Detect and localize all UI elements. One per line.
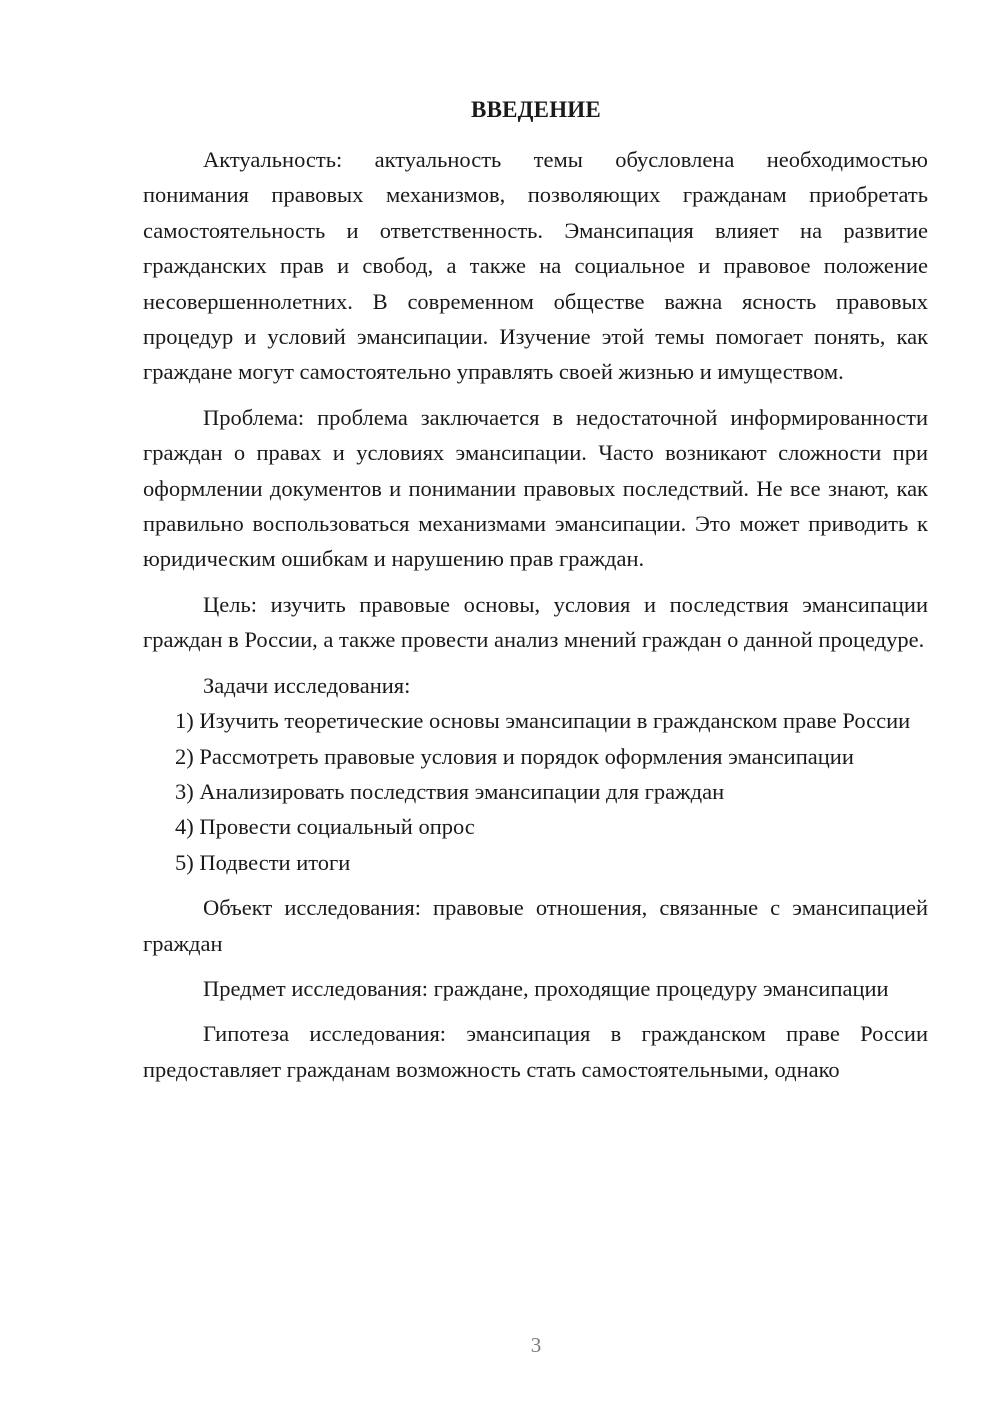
task-list-item-3: 3) Анализировать последствия эмансипации для граждан — [175, 778, 725, 804]
document-body — [143, 142, 928, 1087]
task-list-item-5: 5) Подвести итоги — [175, 849, 351, 875]
paragraph-problem: Проблема: проблема заключается в недостаточной информированности граждан о правах и условиях эмансипации. Часто возникают сложности при оформлении документов и понимании правовых последствий. Не все знают, как правильно воспользоваться механизмами эмансипации. Это может приводить к юридическим ошибкам и нарушению прав граждан. — [143, 404, 928, 572]
task-list-item-1: 1) Изучить теоретические основы эмансипации в гражданском праве России — [175, 708, 911, 734]
page-title: ВВЕДЕНИЕ — [471, 97, 601, 122]
paragraph-object: Объект исследования: правовые отношения, связанные с эмансипацией граждан — [143, 895, 928, 956]
task-list-item-4: 4) Провести социальный опрос — [175, 814, 475, 840]
paragraph-subject: Предмет исследования: граждане, проходящие процедуру эмансипации — [203, 975, 889, 1001]
page-number: 3 — [530, 1333, 542, 1357]
task-list-item-2: 2) Рассмотреть правовые условия и порядок оформления эмансипации — [175, 743, 854, 769]
paragraph-goal: Цель: изучить правовые основы, условия и последствия эмансипации граждан в России, а также провести анализ мнений граждан о данной процедуре. — [143, 591, 928, 653]
paragraph-hypothesis: Гипотеза исследования: эмансипация в гражданском праве России предоставляет гражданам возможность стать самостоятельными, однако — [143, 1021, 928, 1082]
paragraph-relevance: Актуальность: актуальность темы обусловлена необходимостью понимания правовых механизмов, позволяющих гражданам приобретать самостоятельность и ответственность. Эмансипация влияет на развитие гражданских прав и свобод, а также на социальное и правовое положение несовершеннолетних. В современном обществе важна ясность правовых процедур и условий эмансипации. Изучение этой темы помогает понять, как граждане могут самостоятельно управлять своей жизнью и имуществом. — [143, 147, 928, 385]
paragraph-tasks-heading: Задачи исследования: — [203, 672, 411, 698]
